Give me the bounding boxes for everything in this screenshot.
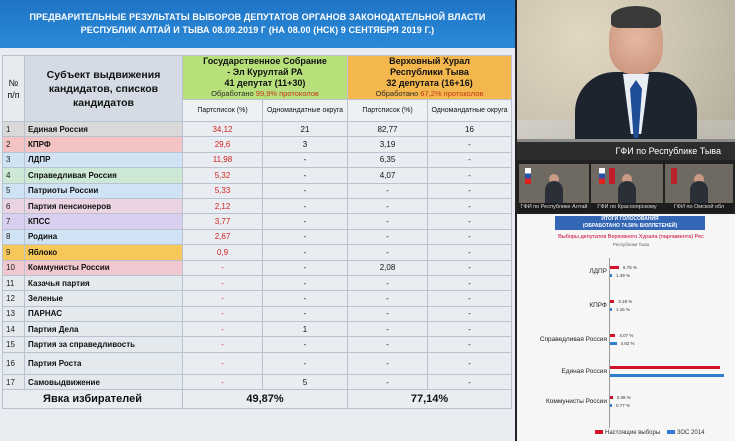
mini-bar-current — [610, 396, 613, 399]
mini-banner-line1: ИТОГИ ГОЛОСОВАНИЯ — [601, 216, 659, 222]
row-number: 9 — [3, 245, 25, 260]
row-number: 13 — [3, 306, 25, 321]
mini-chart-subtitle: Республики Тыва — [612, 242, 650, 247]
party-name: Самовыдвижение — [25, 374, 183, 389]
flag-icon — [599, 168, 605, 184]
altai-list-value: - — [183, 306, 263, 321]
tyva-processed-pct: 67,2% — [420, 89, 442, 98]
row-number: 1 — [3, 122, 25, 137]
video-feed — [517, 0, 735, 160]
row-number: 3 — [3, 152, 25, 167]
row-number: 5 — [3, 183, 25, 198]
mini-bar-value: 6.75 % — [623, 265, 638, 270]
tyva-list-value: 2,08 — [348, 260, 428, 275]
results-table — [2, 55, 512, 409]
table-row — [3, 168, 512, 183]
tyva-name2: Республики Тыва — [390, 67, 469, 77]
altai-processed-pct: 99,9% — [255, 89, 278, 98]
altai-single-value: - — [263, 168, 348, 183]
table-row — [3, 322, 512, 337]
tyva-single-value: - — [428, 322, 512, 337]
altai-list-value: 34,12 — [183, 122, 263, 137]
tyva-processed-label: Обработано — [375, 89, 421, 98]
table-row — [3, 306, 512, 321]
mini-bar-value: 1.16 % — [616, 307, 631, 312]
party-name: КПСС — [25, 214, 183, 229]
party-name: Партия за справедливость — [25, 337, 183, 352]
mini-bar-value: 4.92 % — [620, 341, 635, 346]
mini-party-label: ЛДПР — [589, 268, 607, 275]
altai-processed-label: Обработано — [211, 89, 256, 98]
table-row — [3, 352, 512, 374]
tyva-list-value: - — [348, 352, 428, 374]
thumbnail-label: ГФИ по Республике Алтай — [520, 204, 588, 210]
tyva-list-value: - — [348, 198, 428, 213]
table-row — [3, 183, 512, 198]
altai-single-value: - — [263, 306, 348, 321]
tyva-list-value: - — [348, 374, 428, 389]
altai-seats: 41 депутат (11+30) — [224, 78, 306, 88]
mini-party-label: Справедливая Россия — [539, 336, 607, 343]
altai-single-value: 1 — [263, 322, 348, 337]
slide-title-line2: РЕСПУБЛИК АЛТАЙ И ТЫВА 08.09.2019 Г (НА 08.00 (НСК) 9 СЕНТЯБРЯ 2019 Г.) — [80, 25, 435, 35]
mini-chart-banner — [555, 216, 705, 230]
table-row — [3, 122, 512, 137]
tyva-single-subheader: Одномандатные округа — [428, 100, 512, 122]
legend-previous-label: ЗОС 2014 — [676, 430, 705, 436]
tyva-single-value: - — [428, 229, 512, 244]
video-caption: ГФИ по Республике Тыва — [517, 142, 735, 160]
altai-list-value: - — [183, 322, 263, 337]
tyva-single-value: - — [428, 198, 512, 213]
table-row — [3, 152, 512, 167]
party-name: КПРФ — [25, 137, 183, 152]
altai-list-value: - — [183, 275, 263, 290]
table-row — [3, 198, 512, 213]
altai-list-value: 29,6 — [183, 137, 263, 152]
mini-bar-value: 3.19 % — [618, 299, 633, 304]
tyva-seats: 32 депутата (16+16) — [386, 78, 473, 88]
altai-name1: Государственное Собрание — [203, 56, 327, 66]
mini-bar-previous — [610, 342, 617, 345]
altai-single-value: 3 — [263, 137, 348, 152]
tyva-list-value: - — [348, 291, 428, 306]
flag-icon — [525, 168, 531, 184]
person-figure — [545, 181, 563, 203]
row-number: 15 — [3, 337, 25, 352]
altai-list-value: 5,32 — [183, 168, 263, 183]
table-row — [3, 291, 512, 306]
tyva-single-value: - — [428, 183, 512, 198]
party-name: Партия Роста — [25, 352, 183, 374]
altai-single-value: - — [263, 183, 348, 198]
tyva-single-value: - — [428, 152, 512, 167]
table-row — [3, 229, 512, 244]
speaker-hair — [611, 6, 661, 28]
turnout-row — [3, 390, 512, 409]
altai-list-value: - — [183, 337, 263, 352]
party-name: Яблоко — [25, 245, 183, 260]
altai-processed-suffix: протоколов — [277, 89, 319, 98]
mini-chart-legend — [595, 430, 704, 436]
table-row — [3, 374, 512, 389]
tyva-single-value: 16 — [428, 122, 512, 137]
tyva-single-value: - — [428, 275, 512, 290]
tyva-processed-suffix: протоколов — [441, 89, 484, 98]
mini-party-label: Единая Россия — [561, 368, 607, 375]
tyva-list-value: - — [348, 337, 428, 352]
mini-bar-previous — [610, 308, 612, 311]
tyva-list-value: 82,77 — [348, 122, 428, 137]
table-row — [3, 214, 512, 229]
mini-bar-value: 2.08 % — [616, 395, 631, 400]
person-figure — [618, 181, 636, 203]
altai-single-value: - — [263, 229, 348, 244]
altai-list-value: 11,98 — [183, 152, 263, 167]
thumbnail-label: ГФИ по Омской обл — [665, 203, 733, 212]
party-name: Зеленые — [25, 291, 183, 306]
altai-list-value: 2,12 — [183, 198, 263, 213]
mini-party-label: КПРФ — [589, 302, 607, 309]
altai-single-subheader: Одномандатные округа — [263, 100, 348, 122]
altai-list-value: - — [183, 374, 263, 389]
legend-current-label: Настоящие выборы — [605, 430, 661, 436]
altai-single-value: - — [263, 260, 348, 275]
table-row — [3, 137, 512, 152]
thumbnail-label: ГФИ по Красноярскому — [591, 203, 663, 212]
altai-list-value: - — [183, 260, 263, 275]
turnout-altai: 49,87% — [183, 390, 348, 409]
turnout-label: Явка избирателей — [3, 390, 183, 409]
tyva-single-value: - — [428, 214, 512, 229]
column-number-header: № п/п — [3, 56, 25, 122]
mini-bar-current — [610, 366, 720, 369]
altai-single-value: 5 — [263, 374, 348, 389]
mini-bar-current — [610, 334, 615, 337]
altai-list-subheader: Партсписок (%) — [183, 100, 263, 122]
tyva-single-value: - — [428, 374, 512, 389]
mini-banner-line2: (ОБРАБОТАНО 74.58% БЮЛЛЕТЕНЕЙ) — [582, 222, 678, 229]
mini-bar-value: 4.07 % — [619, 333, 634, 338]
altai-header — [183, 56, 348, 100]
mini-results-chart — [517, 214, 735, 441]
altai-list-value: 2,67 — [183, 229, 263, 244]
row-number: 16 — [3, 352, 25, 374]
column-subject-header: Субъект выдвижения кандидатов, списков кандидатов — [25, 56, 183, 122]
person-figure — [690, 181, 708, 203]
tyva-single-value: - — [428, 291, 512, 306]
table-row — [3, 260, 512, 275]
mini-bar-value: 0.77 % — [616, 403, 631, 408]
tyva-single-value: - — [428, 352, 512, 374]
tyva-list-subheader: Партсписок (%) — [348, 100, 428, 122]
legend-swatch-previous — [667, 430, 675, 434]
table-row — [3, 337, 512, 352]
tyva-list-value: 4,07 — [348, 168, 428, 183]
altai-single-value: 21 — [263, 122, 348, 137]
tyva-header — [348, 56, 512, 100]
altai-single-value: - — [263, 291, 348, 306]
flag-icon — [671, 168, 677, 184]
tyva-single-value: - — [428, 260, 512, 275]
party-name: ЛДПР — [25, 152, 183, 167]
tyva-list-value: - — [348, 183, 428, 198]
tyva-name1: Верховный Хурал — [389, 56, 470, 66]
tyva-single-value: - — [428, 306, 512, 321]
mini-bar-previous — [610, 374, 724, 377]
party-name: Патриоты России — [25, 183, 183, 198]
mini-bar-previous — [610, 274, 612, 277]
altai-single-value: - — [263, 214, 348, 229]
slide-header — [0, 0, 515, 48]
tyva-list-value: - — [348, 322, 428, 337]
party-name: Справедливая Россия — [25, 168, 183, 183]
turnout-tyva: 77,14% — [348, 390, 512, 409]
row-number: 10 — [3, 260, 25, 275]
altai-list-value: - — [183, 352, 263, 374]
mini-party-label: Коммунисты России — [545, 398, 607, 405]
thumbnail-krasnoyarsk[interactable] — [591, 164, 663, 212]
tyva-single-value: - — [428, 168, 512, 183]
party-name: Партия пенсионеров — [25, 198, 183, 213]
altai-list-value: 5,33 — [183, 183, 263, 198]
party-name: Коммунисты России — [25, 260, 183, 275]
tyva-list-value: 3,19 — [348, 137, 428, 152]
tyva-list-value: - — [348, 214, 428, 229]
tyva-list-value: 6,35 — [348, 152, 428, 167]
altai-name2: - Эл Курултай РА — [227, 67, 303, 77]
party-name: Единая Россия — [25, 122, 183, 137]
altai-single-value: - — [263, 152, 348, 167]
altai-list-value: 3,77 — [183, 214, 263, 229]
party-name: ПАРНАС — [25, 306, 183, 321]
row-number: 6 — [3, 198, 25, 213]
table-row — [3, 275, 512, 290]
mini-chart-title: Выборы депутатов Верховного Хурала (парламента) Рес — [558, 234, 704, 240]
row-number: 11 — [3, 275, 25, 290]
altai-single-value: - — [263, 275, 348, 290]
thumbnail-omsk[interactable] — [665, 164, 733, 212]
mini-bar-value: 1.49 % — [616, 273, 631, 278]
row-number: 17 — [3, 374, 25, 389]
row-number: 7 — [3, 214, 25, 229]
tyva-single-value: - — [428, 137, 512, 152]
tyva-list-value: - — [348, 306, 428, 321]
flag-icon — [609, 168, 615, 184]
tyva-processed — [351, 89, 508, 99]
tyva-list-value: - — [348, 229, 428, 244]
mini-bar-current — [610, 266, 619, 269]
party-name: Партия Дела — [25, 322, 183, 337]
table-row — [3, 245, 512, 260]
altai-list-value: - — [183, 291, 263, 306]
tyva-list-value: - — [348, 245, 428, 260]
tyva-list-value: - — [348, 275, 428, 290]
legend-swatch-current — [595, 430, 603, 434]
row-number: 14 — [3, 322, 25, 337]
mini-bar-previous — [610, 404, 612, 407]
party-name: Родина — [25, 229, 183, 244]
video-thumbnails — [517, 162, 735, 214]
row-number: 4 — [3, 168, 25, 183]
altai-single-value: - — [263, 198, 348, 213]
altai-single-value: - — [263, 352, 348, 374]
altai-single-value: - — [263, 337, 348, 352]
altai-single-value: - — [263, 245, 348, 260]
row-number: 2 — [3, 137, 25, 152]
altai-list-value: 0,9 — [183, 245, 263, 260]
tyva-single-value: - — [428, 245, 512, 260]
mini-bar-current — [610, 300, 614, 303]
tyva-single-value: - — [428, 337, 512, 352]
row-number: 12 — [3, 291, 25, 306]
row-number: 8 — [3, 229, 25, 244]
thumbnail-altai[interactable] — [519, 164, 589, 212]
altai-processed — [186, 89, 344, 99]
party-name: Казачья партия — [25, 275, 183, 290]
slide-title-line1: ПРЕДВАРИТЕЛЬНЫЕ РЕЗУЛЬТАТЫ ВЫБОРОВ ДЕПУТАТОВ ОРГАНОВ ЗАКОНОДАТЕЛЬНОЙ ВЛАСТИ — [29, 12, 486, 22]
